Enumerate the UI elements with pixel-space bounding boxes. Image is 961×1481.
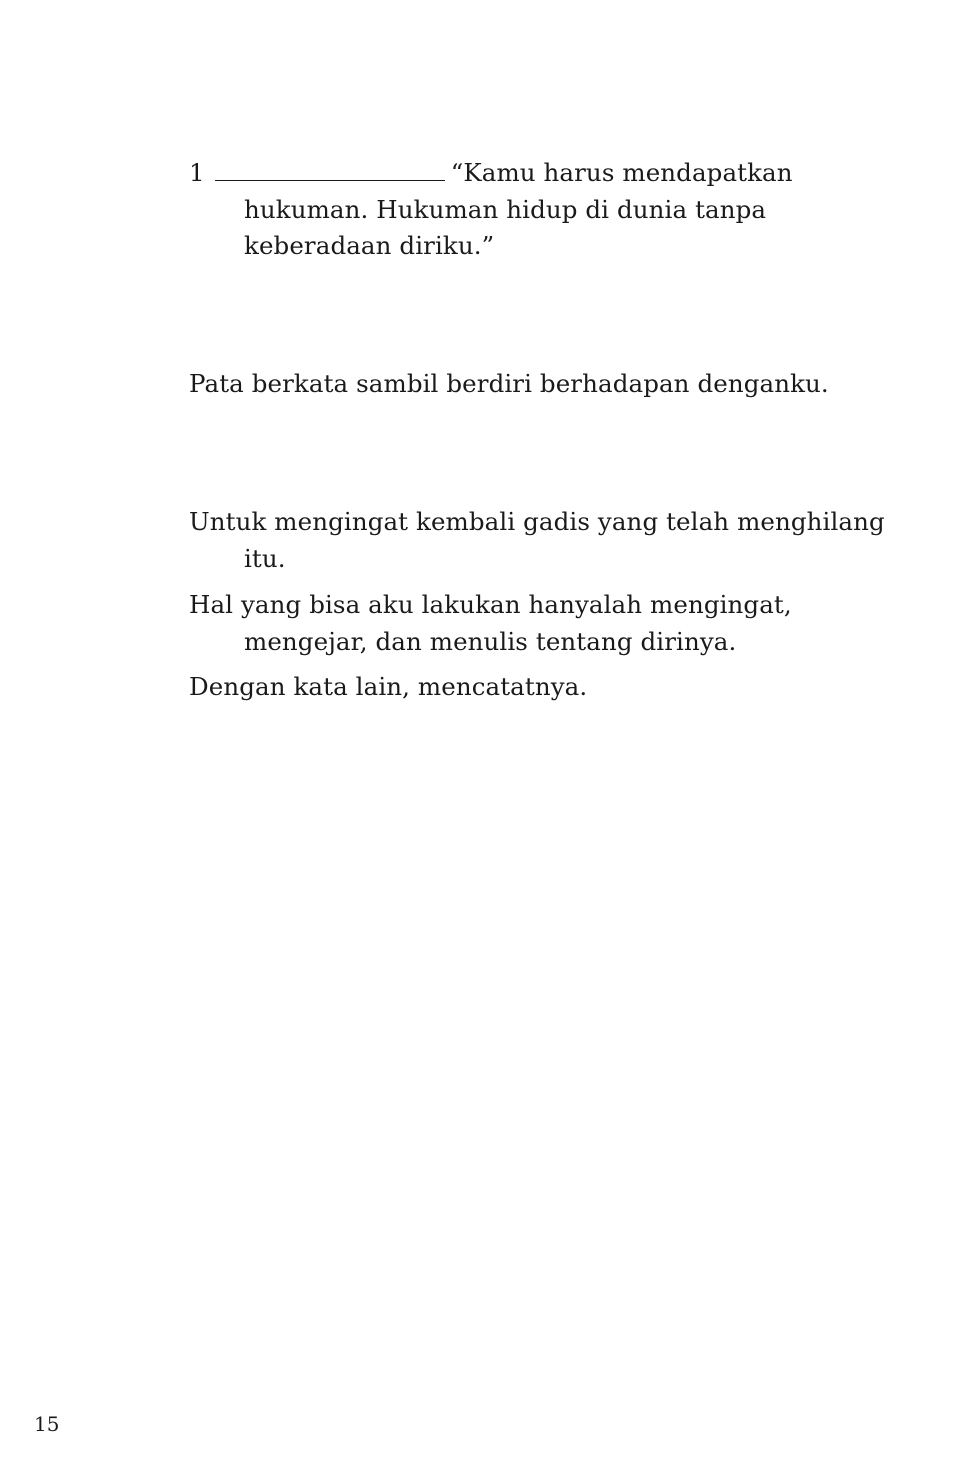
paragraph-1-text: “Kamu harus mendapatkan hukuman. Hukuman hidup di dunia tanpa keberadaan diriku.” <box>244 158 793 260</box>
paragraph-1 <box>189 155 904 265</box>
chapter-rule <box>215 179 445 181</box>
paragraph-5: Dengan kata lain, mencatatnya. <box>189 672 588 701</box>
paragraph-2: Pata berkata sambil berdiri berhadapan denganku. <box>189 369 829 398</box>
paragraph-3: Untuk mengingat kembali gadis yang telah menghilang itu. <box>189 507 885 573</box>
chapter-number: 1 <box>189 158 205 187</box>
paragraph-4: Hal yang bisa aku lakukan hanyalah mengingat, mengejar, dan menulis tentang dirinya. <box>189 590 792 656</box>
page-number: 15 <box>34 1412 60 1436</box>
